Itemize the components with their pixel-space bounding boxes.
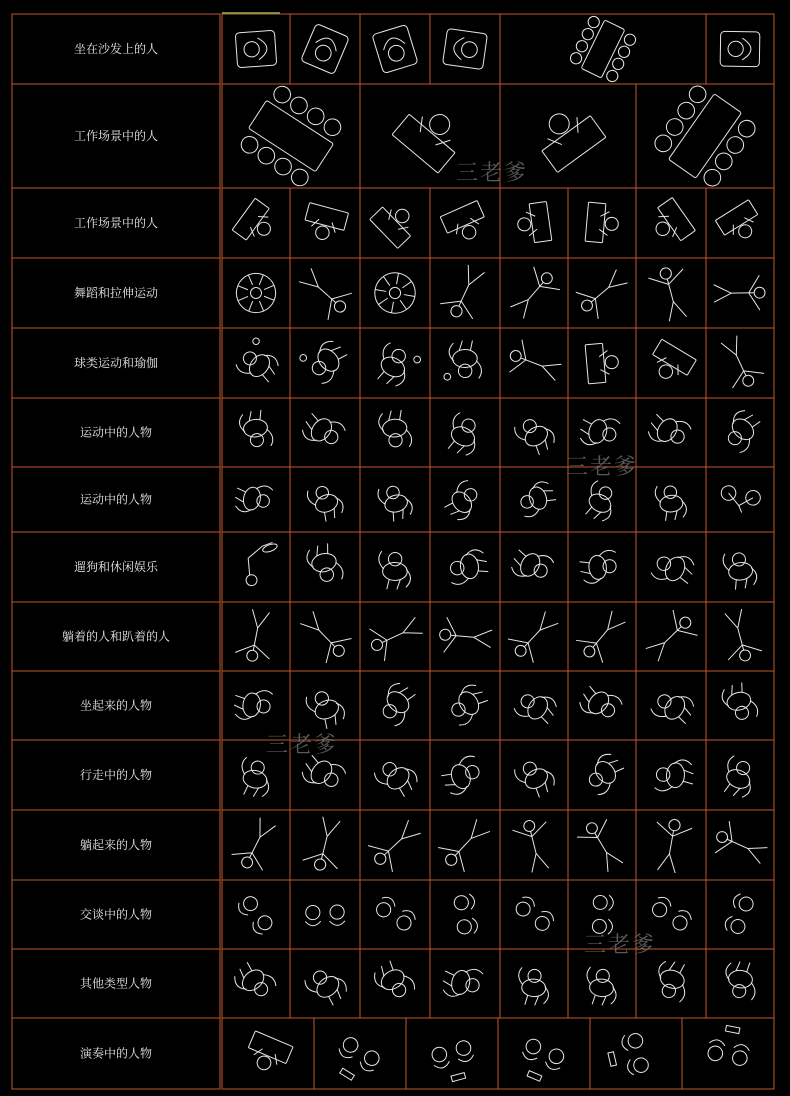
category-row [12,328,774,398]
symbol-cell[interactable] [222,1018,314,1089]
category-label: 工作场景中的人 [73,216,159,230]
category-label: 行走中的人物 [79,768,153,782]
symbol-cell[interactable] [500,467,568,532]
symbol-cell[interactable] [500,532,568,602]
symbol-grid [12,14,774,1089]
symbol-cell[interactable] [706,14,774,84]
symbol-cell[interactable] [500,328,568,398]
symbol-cell[interactable] [222,532,290,602]
symbol-cell[interactable] [360,188,430,258]
symbol-cell[interactable] [568,328,636,398]
symbol-cell[interactable] [430,467,500,532]
symbol-cell[interactable] [222,880,290,949]
symbol-cell[interactable] [500,398,568,467]
symbol-cell[interactable] [500,14,706,85]
symbol-cell[interactable] [500,258,568,328]
category-row [12,258,774,328]
symbol-cell[interactable] [500,949,568,1018]
symbol-cell[interactable] [706,328,774,398]
symbol-cell[interactable] [706,810,774,880]
symbol-cell[interactable] [430,602,500,671]
symbol-cell[interactable] [222,398,290,467]
symbol-cell[interactable] [290,532,360,602]
category-row [12,188,774,258]
symbol-cell[interactable] [290,949,360,1018]
category-row [12,398,774,467]
category-row [12,949,774,1018]
symbol-cell[interactable] [430,188,500,258]
symbol-cell[interactable] [636,602,706,671]
symbol-cell[interactable] [222,82,360,190]
category-label: 其他类型人物 [79,976,153,991]
symbol-cell[interactable] [430,949,500,1018]
symbol-cell[interactable] [636,467,706,532]
symbol-cell[interactable] [290,14,360,84]
symbol-cell[interactable] [636,810,706,880]
symbol-cell[interactable] [360,532,430,602]
symbol-cell[interactable] [568,949,636,1018]
watermark: 三老爹 [566,455,639,480]
category-label: 舞蹈和拉伸运动 [73,286,159,300]
symbol-cell[interactable] [222,949,290,1018]
symbol-cell[interactable] [590,1018,682,1089]
symbol-cell[interactable] [568,810,636,880]
symbol-cell[interactable] [682,1018,774,1089]
symbol-cell[interactable] [360,258,430,328]
category-label: 坐在沙发上的人 [73,42,159,56]
symbol-cell[interactable] [290,467,360,532]
symbol-cell[interactable] [222,258,290,328]
symbol-cell[interactable] [500,740,568,810]
symbol-cell[interactable] [360,467,430,532]
category-label: 躺着的人和趴着的人 [61,629,171,644]
symbol-cell[interactable] [290,810,360,880]
category-row [12,671,774,740]
symbol-cell[interactable] [430,398,500,467]
watermark: 三老爹 [266,733,339,758]
symbol-cell[interactable] [222,467,290,532]
symbol-cell[interactable] [706,258,774,328]
symbol-cell[interactable] [568,258,636,328]
symbol-cell[interactable] [430,14,500,84]
category-label: 躺起来的人物 [79,838,153,852]
symbol-cell[interactable] [568,671,636,740]
symbol-cell[interactable] [222,188,290,258]
category-label: 交谈中的人物 [79,907,153,922]
symbol-cell[interactable] [500,188,568,258]
symbol-cell[interactable] [430,532,500,602]
category-row [12,880,774,949]
category-label: 遛狗和休闲娱乐 [73,560,159,574]
symbol-cell[interactable] [636,671,706,740]
symbol-cell[interactable] [360,398,430,467]
symbol-cell[interactable] [430,258,500,328]
symbol-cell[interactable] [360,671,430,740]
symbol-cell[interactable] [430,810,500,880]
category-row [12,1018,774,1089]
watermark: 三老爹 [456,161,529,186]
symbol-cell[interactable] [430,328,500,398]
category-label: 运动中的人物 [79,425,153,440]
category-row [12,14,774,85]
symbol-cell[interactable] [290,258,360,328]
category-label: 运动中的人物 [79,492,153,507]
symbol-cell[interactable] [706,532,774,602]
symbol-cell[interactable] [568,188,636,258]
symbol-cell[interactable] [636,532,706,602]
symbol-cell[interactable] [222,14,290,84]
symbol-cell[interactable] [706,467,774,532]
symbol-cell[interactable] [430,880,500,949]
symbol-cell[interactable] [290,398,360,467]
symbol-cell[interactable] [360,602,430,671]
symbol-cell[interactable] [360,328,430,398]
symbol-cell[interactable] [568,740,636,810]
symbol-cell[interactable] [636,949,706,1018]
symbol-cell[interactable] [360,949,430,1018]
watermark: 三老爹 [584,933,657,958]
symbol-cell[interactable] [706,740,774,810]
symbol-cell[interactable] [360,14,430,84]
symbol-cell[interactable] [360,740,430,810]
category-label: 坐起来的人物 [79,698,153,713]
category-label: 演奏中的人物 [79,1046,153,1061]
symbol-cell[interactable] [706,880,774,949]
symbol-cell[interactable] [430,671,500,740]
symbol-cell[interactable] [706,949,774,1018]
symbol-cell[interactable] [500,810,568,880]
symbol-cell[interactable] [706,671,774,740]
symbol-cell[interactable] [568,532,636,602]
category-row [12,740,774,810]
category-label: 工作场景中的人 [73,129,159,143]
symbol-cell[interactable] [314,1018,406,1089]
symbol-cell[interactable] [636,328,706,398]
category-label: 球类运动和瑜伽 [73,356,159,370]
symbol-cell[interactable] [706,188,774,258]
symbol-cell[interactable] [290,602,360,671]
category-row [12,81,774,190]
symbol-cell[interactable] [706,398,774,467]
symbol-cell[interactable] [222,810,290,880]
symbol-cell[interactable] [706,602,774,671]
symbol-cell[interactable] [430,740,500,810]
category-row [12,532,774,602]
symbol-cell[interactable] [222,602,290,671]
category-row [12,602,774,671]
symbol-cell[interactable] [498,1018,590,1089]
symbol-cell[interactable] [290,671,360,740]
symbol-cell[interactable] [222,328,290,398]
category-row [12,810,774,880]
symbol-cell[interactable] [406,1018,498,1089]
symbol-cell[interactable] [360,880,430,949]
symbol-cell[interactable] [636,740,706,810]
symbol-cell[interactable] [500,602,568,671]
symbol-cell[interactable] [500,671,568,740]
symbol-cell[interactable] [568,602,636,671]
symbol-cell[interactable] [636,258,706,328]
symbol-cell[interactable] [360,810,430,880]
symbol-cell[interactable] [290,188,360,258]
symbol-cell[interactable] [636,81,774,190]
symbol-cell[interactable] [636,188,706,258]
symbol-cell[interactable] [222,671,290,740]
symbol-cell[interactable] [290,328,360,398]
symbol-cell[interactable] [636,398,706,467]
symbol-cell[interactable] [500,880,568,949]
symbol-cell[interactable] [290,880,360,949]
category-row [12,467,774,532]
